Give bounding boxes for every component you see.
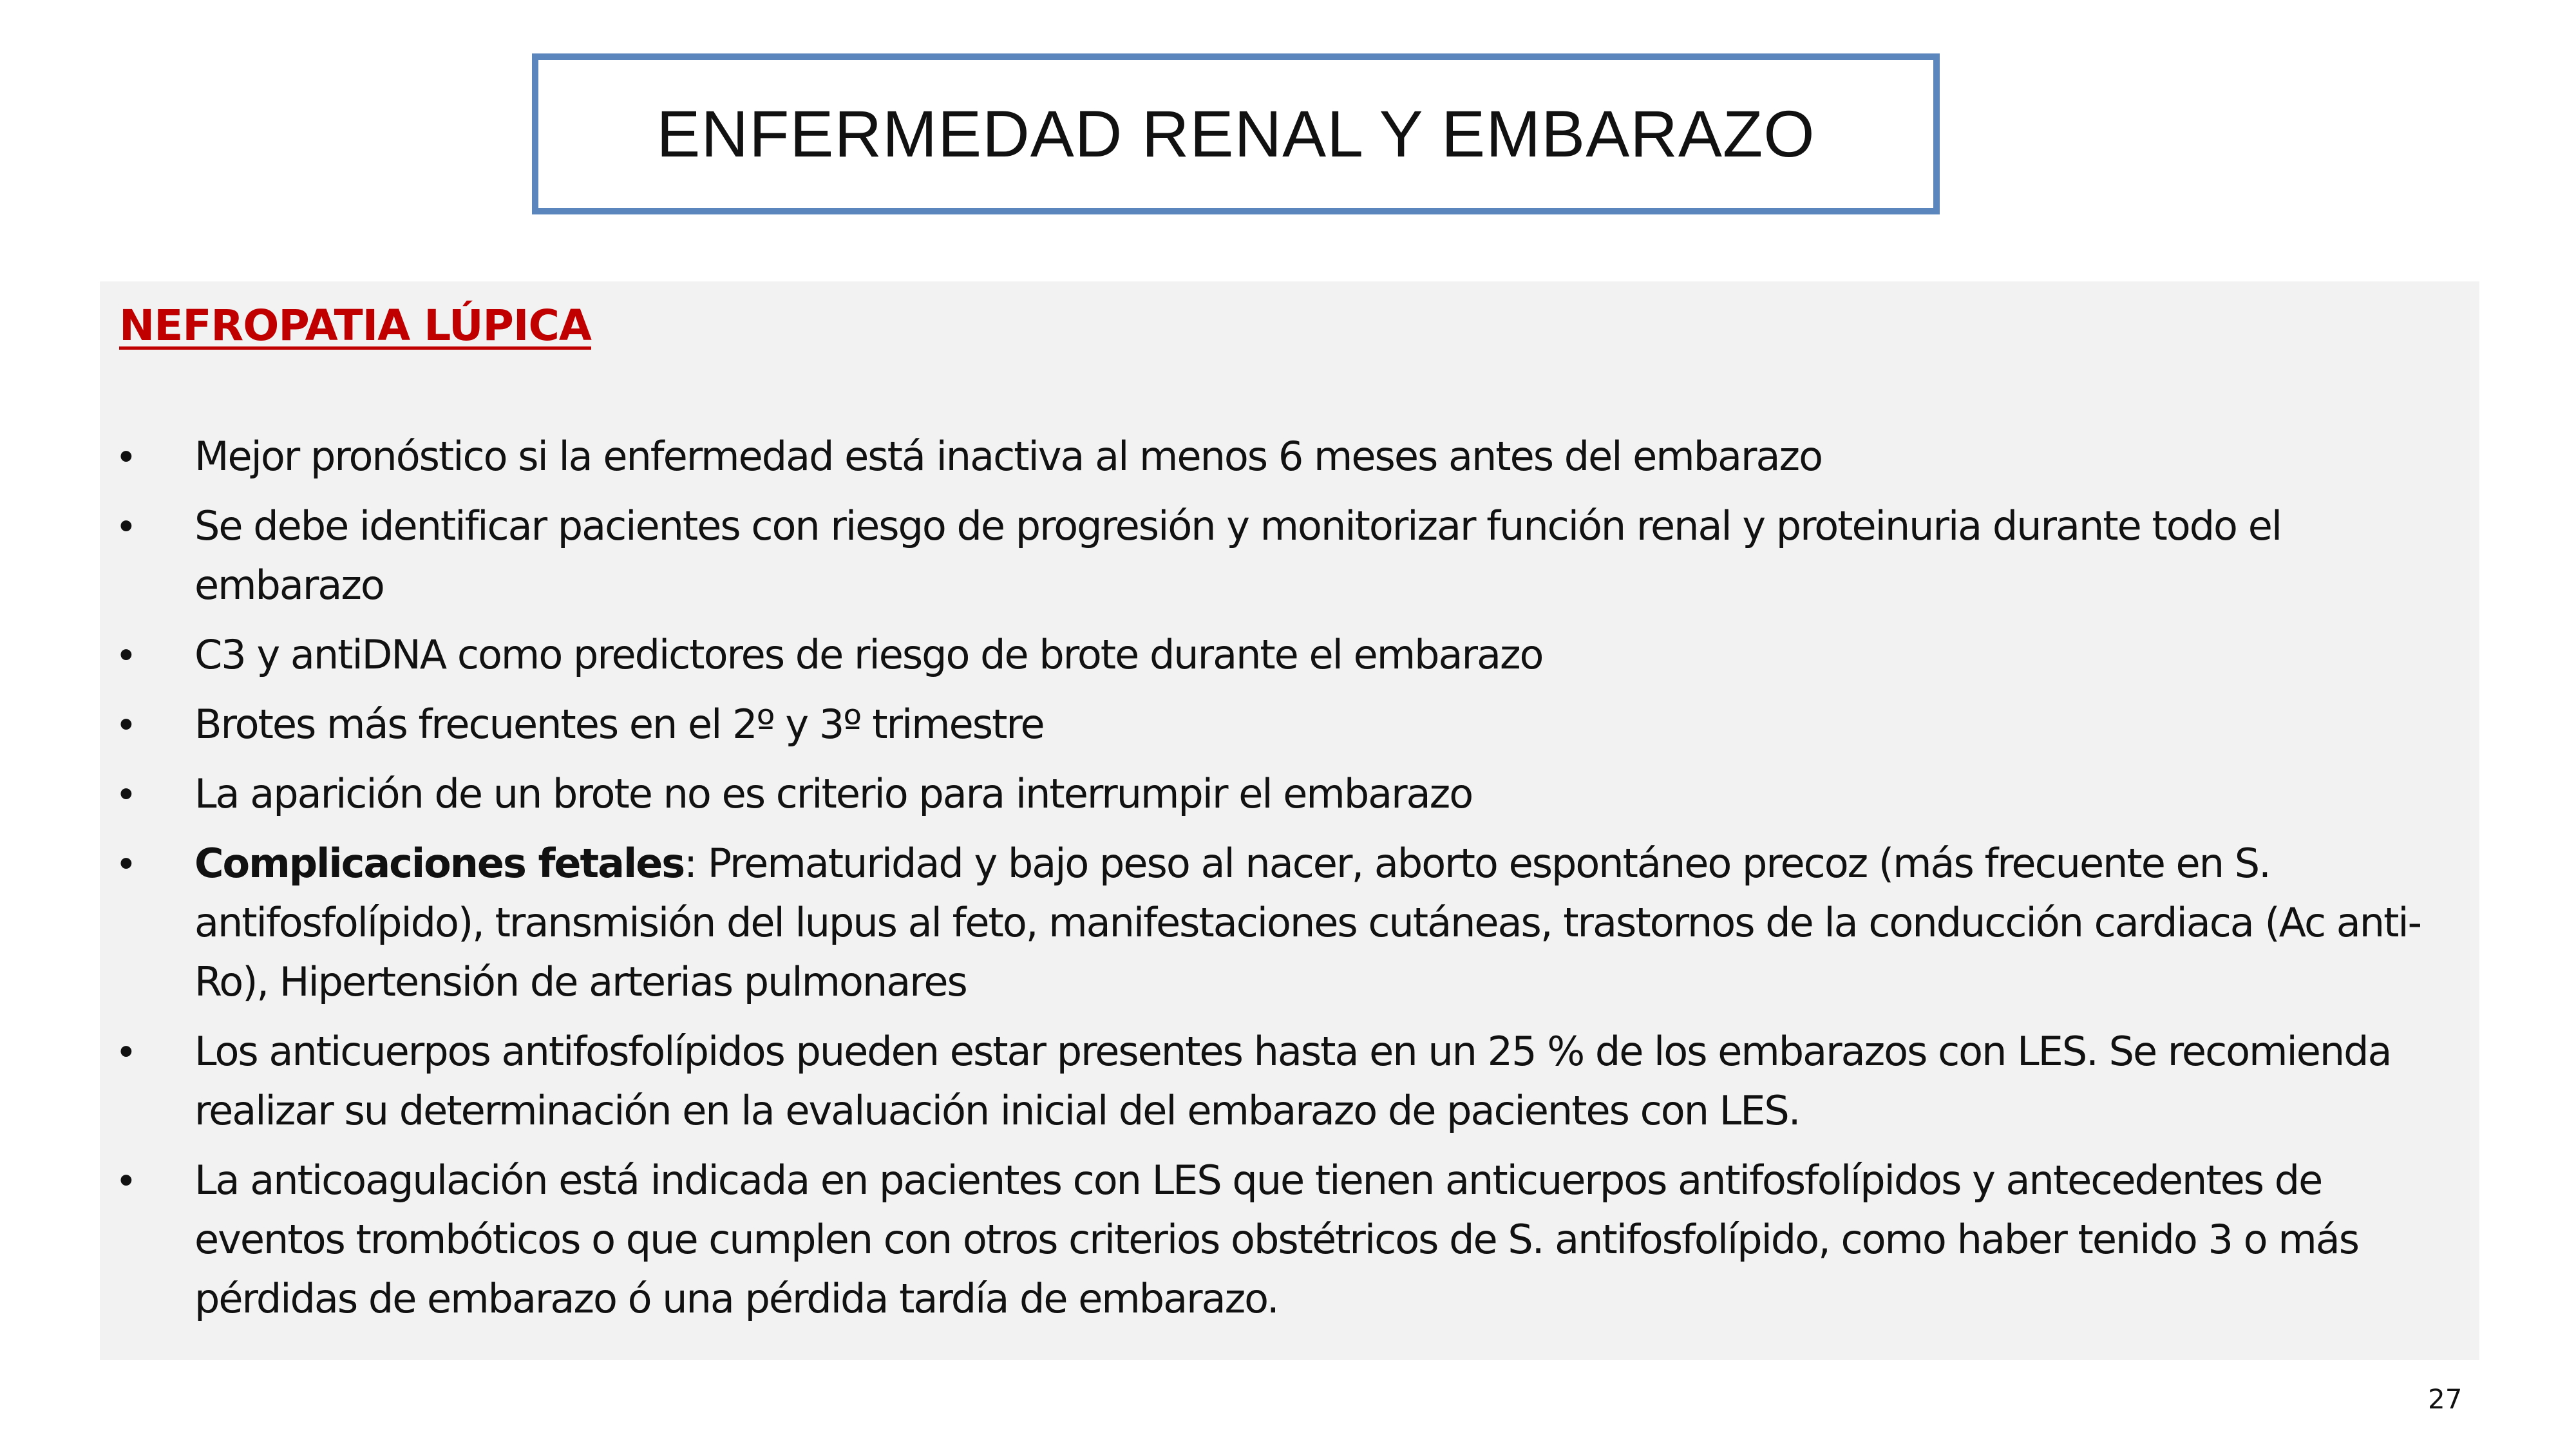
- bullet-text: Se debe identificar pacientes con riesgo de progresión y monitorizar función renal y proteinuria durante todo el embarazo: [194, 502, 2282, 609]
- page-number: 27: [2428, 1383, 2463, 1415]
- bullet-icon: •: [119, 1157, 132, 1202]
- bullet-icon: •: [119, 1028, 132, 1074]
- list-item: [119, 497, 2479, 615]
- bullet-text: : Prematuridad y bajo peso al nacer, aborto espontáneo precoz (más frecuente en S. antifosfolípido), transmisión del lupus al feto, manifestaciones cutáneas, trastornos de la conducción cardiaca (Ac anti-Ro), Hipertensión de arterias pulmonares: [194, 839, 2421, 1005]
- bullet-text: La aparición de un brote no es criterio para interrumpir el embarazo: [194, 770, 1473, 817]
- bullet-bold-lead: Complicaciones fetales: [194, 839, 685, 887]
- bullet-text: Brotes más frecuentes en el 2º y 3º trimestre: [194, 700, 1044, 748]
- slide-title: ENFERMEDAD RENAL Y EMBARAZO: [656, 97, 1815, 171]
- bullet-text: C3 y antiDNA como predictores de riesgo de brote durante el embarazo: [194, 630, 1543, 678]
- bullet-icon: •: [119, 840, 132, 886]
- title-box: [532, 53, 1940, 214]
- list-item: [119, 764, 2479, 824]
- list-item: [119, 834, 2479, 1012]
- bullet-text: Mejor pronóstico si la enfermedad está inactiva al menos 6 meses antes del embarazo: [194, 432, 1823, 480]
- bullet-icon: •: [119, 771, 132, 816]
- list-item: [119, 1022, 2479, 1141]
- bullet-text-compound: [194, 834, 2479, 1012]
- bullet-icon: •: [119, 701, 132, 746]
- bullet-list: [119, 427, 2479, 1329]
- bullet-icon: •: [119, 503, 132, 548]
- content-panel: [100, 281, 2479, 1360]
- section-heading: NEFROPATIA LÚPICA: [119, 301, 591, 350]
- list-item: [119, 625, 2479, 685]
- list-item: [119, 695, 2479, 754]
- bullet-text: Los anticuerpos antifosfolípidos pueden estar presentes hasta en un 25 % de los embarazos con LES. Se recomienda realizar su determinación en la evaluación inicial del embarazo de pacientes con LES.: [194, 1027, 2391, 1134]
- bullet-text: La anticoagulación está indicada en pacientes con LES que tienen anticuerpos antifosfolípidos y antecedentes de eventos trombóticos o que cumplen con otros criterios obstétricos de S. antifosfolípido, como haber tenido 3 o más pérdidas de embarazo ó una pérdida tardía de embarazo.: [194, 1156, 2359, 1322]
- bullet-icon: •: [119, 632, 132, 677]
- list-item: [119, 1151, 2479, 1329]
- bullet-icon: •: [119, 433, 132, 478]
- list-item: [119, 427, 2479, 486]
